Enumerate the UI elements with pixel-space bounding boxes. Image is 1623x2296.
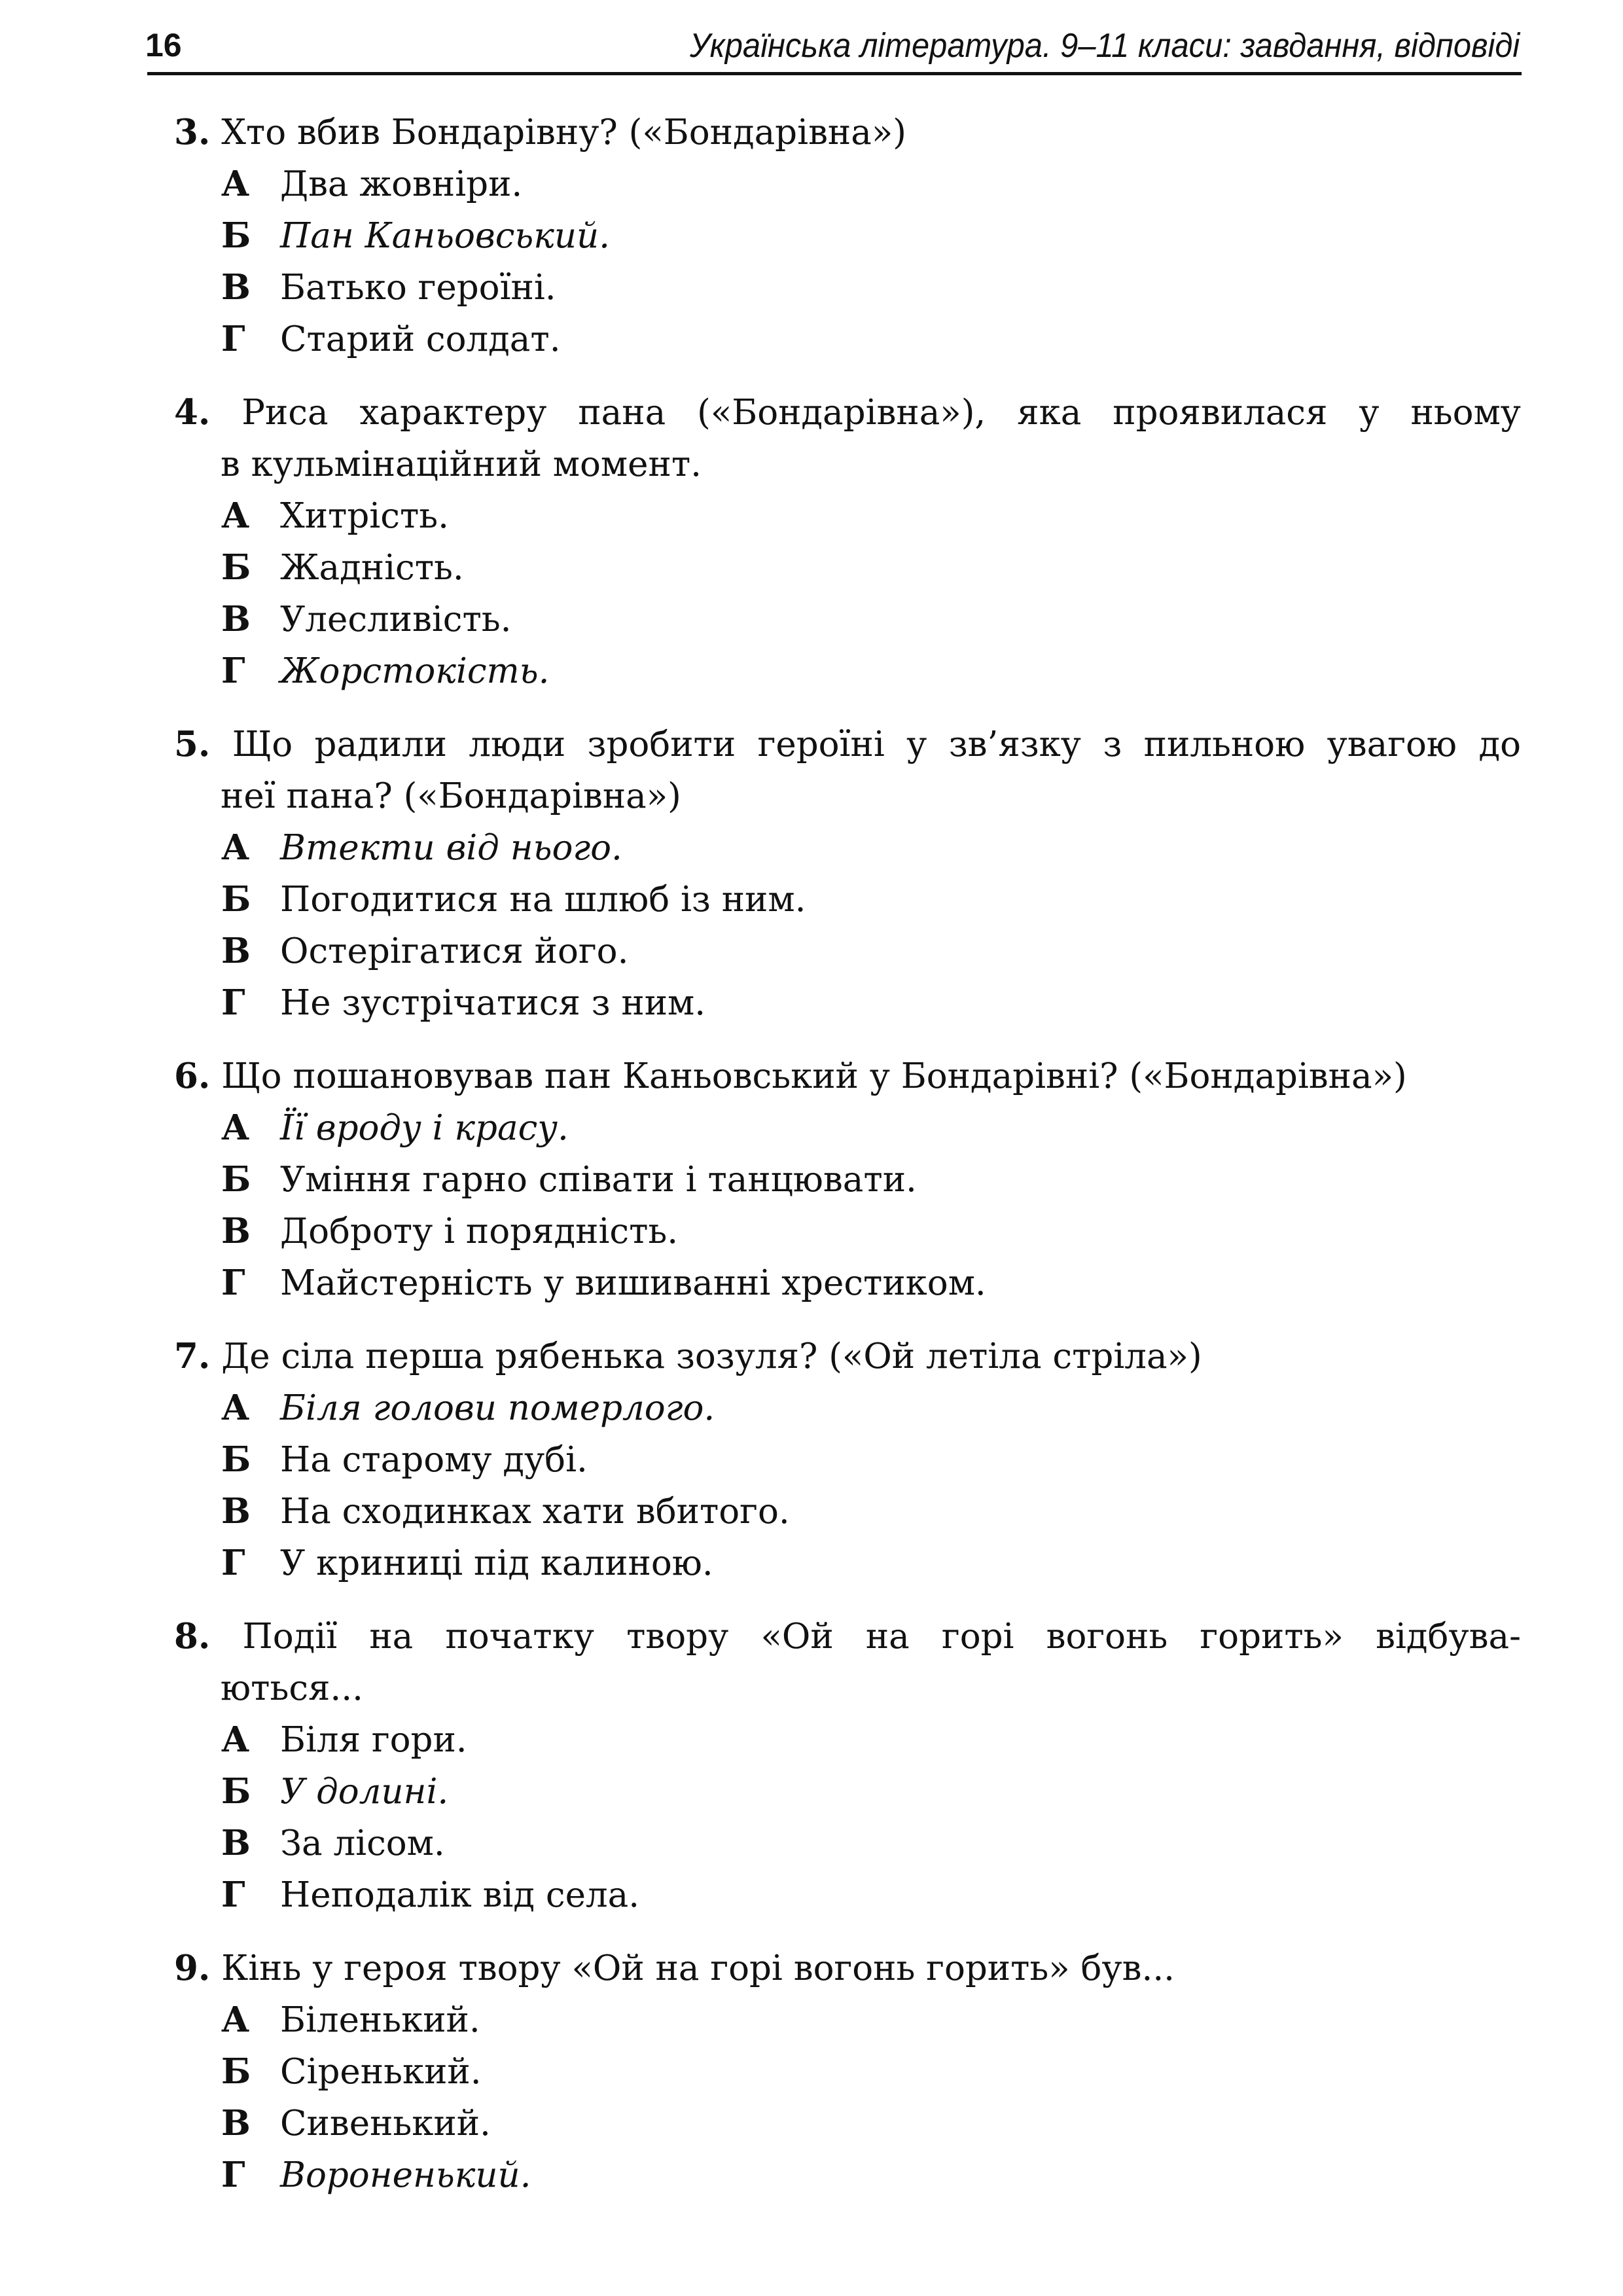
answer-option [174,314,1521,365]
option-letter: А [221,2000,250,2040]
option-text: Майстерність у вишиванні хрестиком. [280,1263,986,1303]
option-text: За лісом. [280,1823,445,1863]
answer-option [174,542,1521,594]
option-text: Жадність. [280,548,464,588]
option-text: Погодитися на шлюб із ним. [280,880,806,920]
option-text: У долині. [280,1772,449,1812]
answer-option [174,262,1521,314]
option-text: Біля гори. [280,1720,467,1760]
answer-option [174,1102,1521,1154]
option-text: Пан Каньовський. [280,216,611,256]
answer-option [174,1154,1521,1206]
option-text: Сивенький. [280,2104,491,2144]
option-text: Уміння гарно співати і танцювати. [280,1160,917,1200]
question-text: Хто вбив Бондарівну? («Бондарівна») [221,113,906,152]
question-5 [174,719,1521,1029]
option-letter: В [221,1491,251,1532]
option-text: Втекти від нього. [280,828,622,868]
option-text: На сходинках хати вбитого. [280,1492,790,1532]
question-text-line [174,1611,1521,1662]
question-number: 5. [174,724,211,764]
answer-option [174,874,1521,925]
option-text: На старому дубі. [280,1440,588,1480]
option-text: У криниці під калиною. [280,1543,713,1583]
option-letter: Г [221,319,245,359]
answer-option [174,822,1521,874]
option-letter: Б [221,1771,251,1812]
question-number: 7. [174,1336,211,1376]
option-text: Вороненький. [280,2155,531,2195]
question-text: Кінь у героя твору «Ой на горі вогонь горить» був... [221,1948,1175,1988]
question-text: неї пана? («Бондарівна») [221,776,681,816]
option-letter: Г [221,2155,245,2195]
option-letter: Б [221,879,251,920]
answer-option [174,1382,1521,1434]
option-text: Неподалік від села. [280,1875,640,1915]
answer-option [174,2098,1521,2149]
option-letter: А [221,495,250,536]
answer-option [174,1714,1521,1766]
answer-option [174,1206,1521,1257]
question-number: 9. [174,1948,211,1988]
answer-option [174,158,1521,210]
answer-option [174,645,1521,697]
option-text: Не зустрічатися з ним. [280,983,706,1023]
option-letter: В [221,599,251,639]
answer-option [174,1766,1521,1818]
question-number: 8. [174,1616,211,1657]
question-text-line [174,1943,1521,1994]
answer-option [174,490,1521,542]
question-text: Риса характеру пана («Бондарівна»), яка проявилася у ньому [241,393,1521,433]
option-text: Жорстокість. [280,651,550,691]
option-letter: А [221,1107,250,1148]
option-letter: Г [221,1543,245,1583]
answer-option [174,210,1521,262]
option-text: Хитрість. [280,496,449,536]
question-number: 3. [174,112,211,152]
question-number: 6. [174,1056,211,1096]
answer-option [174,977,1521,1029]
option-letter: В [221,1823,251,1863]
option-text: Улесливість. [280,600,512,639]
option-letter: Б [221,2051,251,2092]
header-rule [147,72,1522,75]
question-text: Де сіла перша рябенька зозуля? («Ой летіла стріла») [221,1336,1202,1376]
option-letter: Б [221,1439,251,1480]
answer-option [174,2046,1521,2098]
question-text: ються... [221,1668,363,1708]
running-header-title: Українська література. 9–11 класи: завдання, відповіді [689,27,1520,65]
answer-option [174,594,1521,645]
answer-option [174,1537,1521,1589]
question-text-line [174,439,1521,490]
question-text: в кульмінаційний момент. [221,444,702,484]
question-text: Події на початку твору «Ой на горі вогонь горить» відбува- [242,1617,1521,1657]
question-text-line [174,107,1521,158]
answer-option [174,1994,1521,2046]
question-3 [174,107,1521,365]
option-letter: А [221,164,250,204]
question-text: Що радили люди зробити героїні у зв’язку з пильною увагою до [232,725,1521,764]
question-text-line [174,719,1521,770]
answer-option [174,1818,1521,1869]
answer-option [174,925,1521,977]
answer-option [174,1434,1521,1486]
question-text-line [174,1331,1521,1382]
option-text: Доброту і порядність. [280,1211,679,1251]
answer-option [174,1869,1521,1921]
page-number: 16 [145,27,182,63]
option-letter: Б [221,215,251,256]
option-letter: А [221,1388,250,1428]
question-text-line [174,770,1521,822]
option-text: Біленький. [280,2000,480,2040]
option-letter: В [221,1211,251,1251]
option-text: Біля голови померлого. [280,1388,715,1428]
answer-option [174,1257,1521,1309]
option-letter: В [221,2103,251,2144]
question-text-line [174,387,1521,439]
question-list [174,107,1521,2223]
answer-option [174,1486,1521,1537]
option-letter: Г [221,651,245,691]
question-9 [174,1943,1521,2201]
option-text: Її вроду і красу. [280,1108,569,1148]
option-letter: А [221,827,250,868]
question-6 [174,1050,1521,1309]
option-letter: Г [221,1874,245,1915]
option-letter: Б [221,1159,251,1200]
option-letter: Г [221,982,245,1023]
option-text: Остерігатися його. [280,931,629,971]
question-8 [174,1611,1521,1921]
question-4 [174,387,1521,697]
question-text-line [174,1050,1521,1102]
option-letter: В [221,931,251,971]
option-letter: Б [221,547,251,588]
option-text: Старий солдат. [280,319,561,359]
answer-option [174,2149,1521,2201]
option-text: Два жовніри. [280,164,523,204]
question-text: Що пошановував пан Каньовський у Бондарівні? («Бондарівна») [221,1056,1407,1096]
question-text-line [174,1662,1521,1714]
option-text: Батько героїні. [280,268,556,308]
question-number: 4. [174,392,211,433]
option-letter: В [221,267,251,308]
question-7 [174,1331,1521,1589]
option-letter: Г [221,1263,245,1303]
option-text: Сіренький. [280,2052,482,2092]
option-letter: А [221,1719,250,1760]
